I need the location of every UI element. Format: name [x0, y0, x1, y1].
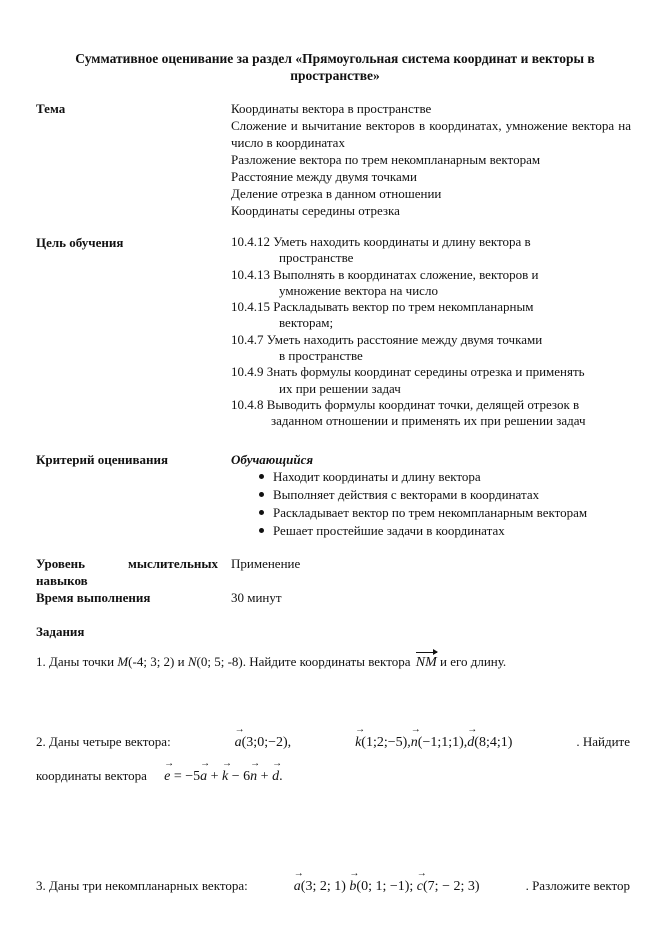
- vector-n-coords: (−1;1;1): [417, 735, 464, 750]
- vector-k: → k: [222, 768, 228, 785]
- topic-list: [231, 100, 631, 219]
- goal-line: 10.4.8 Выводить формулы координат точки, делящей отрезок в: [231, 396, 580, 412]
- goal-line: 10.4.7 Уметь находить расстояние между двумя точками: [231, 331, 543, 347]
- task2-find: . Найдите: [576, 734, 630, 749]
- task2-vectors: [235, 734, 292, 751]
- goal-item: [231, 267, 631, 300]
- criteria-heading: Обучающийся: [231, 452, 314, 467]
- task-3: [36, 877, 630, 895]
- topic-item: Расстояние между двумя точками: [231, 169, 417, 184]
- goal-line: 10.4.15 Раскладывать вектор по трем некомпланарным: [231, 299, 534, 315]
- goals-list: [231, 234, 631, 430]
- task-2: [36, 733, 630, 785]
- goal-line: 10.4.12 Уметь находить координаты и длину вектора в: [231, 234, 531, 249]
- time-value: 30 минут: [231, 590, 282, 605]
- goal-line-cont: заданном отношении и применять их при решении задач: [271, 413, 586, 429]
- topic-label: Тема: [36, 101, 66, 116]
- vector-a-coords: (3;0;−2),: [241, 735, 292, 750]
- task2-vectors: → k(1;2;−5),→ n(−1;1;1),→ d(8;4;1): [355, 734, 512, 751]
- criteria-block: [231, 451, 631, 540]
- skills-label-word: мыслительных: [127, 556, 218, 571]
- vector-nm: NM: [415, 655, 437, 670]
- goals-label: Цель обучения: [36, 235, 124, 250]
- goal-item: [231, 364, 631, 397]
- expr-part: .: [279, 769, 283, 784]
- task2-expression: [164, 769, 282, 784]
- goal-item: [231, 397, 631, 430]
- vector-d: → d: [467, 734, 474, 751]
- vector-b-coords: (0; 1; −1);: [356, 879, 414, 894]
- skills-label-word: Уровень: [36, 556, 86, 571]
- vector-n: → n: [411, 734, 418, 751]
- vector-a: → a: [235, 734, 242, 751]
- expr-part: − 6: [228, 769, 251, 784]
- task2-intro: 2. Даны четыре вектора:: [36, 734, 171, 749]
- task3-vectors: [294, 878, 480, 895]
- vector-c: → c: [417, 878, 423, 895]
- vector-a: → a: [294, 878, 301, 895]
- topic-item: Разложение вектора по трем некомпланарным векторам: [231, 152, 541, 167]
- goal-line-cont: умножение вектора на число: [279, 282, 438, 298]
- task2-text: координаты вектора: [36, 768, 147, 783]
- goal-line: 10.4.13 Выполнять в координатах сложение, векторов и: [231, 266, 539, 282]
- tasks-heading: Задания: [36, 624, 85, 639]
- expr-part: +: [257, 769, 273, 784]
- skills-value: Применение: [231, 556, 301, 571]
- task1-text: 1. Даны точки: [36, 654, 118, 669]
- goal-line-cont: в пространстве: [279, 348, 363, 364]
- goal-item: [231, 299, 631, 332]
- expr-part: +: [207, 769, 223, 784]
- task-1: [36, 653, 630, 671]
- vector-e: → e: [164, 768, 170, 785]
- topic-item: Координаты вектора в пространстве: [231, 101, 432, 116]
- vector-b: → b: [349, 878, 356, 895]
- goal-line-cont: векторам;: [279, 315, 334, 331]
- time-label: Время выполнения: [36, 590, 151, 605]
- criteria-label: Критерий оценивания: [36, 452, 169, 467]
- skills-label: [36, 555, 218, 589]
- point-m: M: [117, 654, 129, 669]
- vector-a-coords: (3; 2; 1): [300, 879, 346, 894]
- criteria-item: Раскладывает вектор по трем некомпланарным векторам: [231, 504, 631, 522]
- criteria-item: Выполняет действия с векторами в координатах: [231, 486, 631, 504]
- topic-item: Сложение и вычитание векторов в координатах, умножение вектора на число в координатах: [231, 118, 631, 150]
- vector-k: → k: [355, 734, 361, 751]
- criteria-list: [231, 468, 631, 540]
- task2-line2: [36, 767, 630, 785]
- vector-n: → n: [250, 768, 257, 785]
- task1-text: и его длину.: [436, 654, 507, 669]
- task1-text: (-4; 3; 2) и: [128, 654, 188, 669]
- goal-line-cont: пространстве: [279, 250, 354, 266]
- vector-d-coords: (8;4;1): [474, 735, 513, 750]
- expr-part: = −5: [170, 769, 201, 784]
- topic-item: Координаты середины отрезка: [231, 203, 400, 218]
- vector-c-coords: (7; − 2; 3): [423, 879, 480, 894]
- goal-line: 10.4.9 Знать формулы координат середины отрезка и применять: [231, 364, 585, 380]
- skills-label-line2: навыков: [36, 573, 88, 588]
- vector-a: → a: [200, 768, 207, 785]
- goal-item: [231, 332, 631, 365]
- point-n: N: [187, 654, 197, 669]
- vector-d: → d: [272, 768, 279, 785]
- task3-end: . Разложите вектор: [525, 878, 630, 893]
- criteria-item: Находит координаты и длину вектора: [231, 468, 631, 486]
- topic-item: Деление отрезка в данном отношении: [231, 186, 442, 201]
- vector-k-coords: (1;2;−5): [361, 735, 408, 750]
- goal-item: [231, 234, 631, 267]
- document-title: Суммативное оценивание за раздел «Прямоугольная система координат и векторы в пространстве»: [75, 51, 595, 83]
- goal-line-cont: их при решении задач: [279, 380, 401, 396]
- task3-intro: 3. Даны три некомпланарных вектора:: [36, 878, 248, 893]
- criteria-item: Решает простейшие задачи в координатах: [231, 522, 631, 540]
- task1-text: (0; 5; -8). Найдите координаты вектора: [196, 654, 414, 669]
